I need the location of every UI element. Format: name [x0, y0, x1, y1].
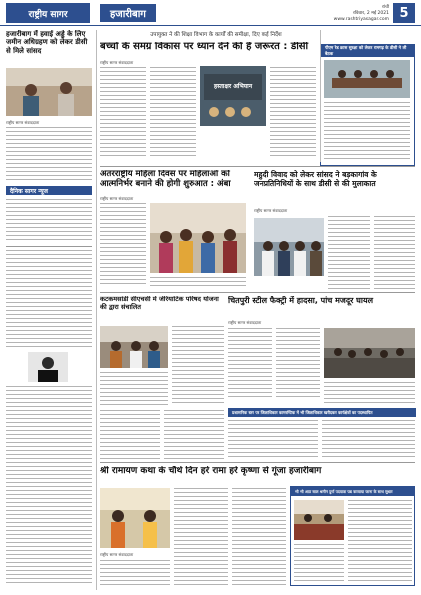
- ramayan-headline: श्री रामायण कथा के चौथे दिन हरे रामा हरे कृष्णा से गूंजा हजारीबाग: [100, 466, 322, 476]
- mp-body-col-1: [328, 216, 370, 290]
- daily-news-body-1: [6, 199, 92, 243]
- left-top-body: [6, 127, 92, 183]
- women-byline: राष्ट्रीय सागर संवाददाता: [100, 196, 134, 201]
- mp-byline: राष्ट्रीय सागर संवाददाता: [254, 208, 288, 213]
- left-top-headline: हजारीबाग में हवाई अड्डे के लिए जमीन अधिग्रहण को लेकर डीसी से मिले सांसद: [6, 30, 88, 55]
- mp-body-col-2: [374, 216, 415, 290]
- top-center-photo: [200, 66, 266, 126]
- banner-photo-icon: [200, 66, 266, 126]
- masthead-date: रविवार, 2 मई 2021: [353, 11, 389, 16]
- ramayan-byline: राष्ट्रीय सागर संवाददाता: [100, 552, 134, 557]
- top-byline: राष्ट्रीय सागर संवाददाता: [100, 60, 134, 65]
- chc-body: [172, 326, 224, 406]
- strap-body-col-4: [322, 420, 415, 460]
- factory-body-col-3: [324, 382, 415, 406]
- section-divider-3: [100, 462, 415, 463]
- ramayan-body-col-1: [174, 488, 228, 586]
- hospital-photo-icon: [100, 326, 168, 368]
- factory-strap: प्रशासनिक स्तर पर जिलाधिकार कामरण्टिक में भी जिलाधिकार खरीदकर कार्यक्षेत्रों का पदस्थापित: [228, 408, 416, 417]
- women-group-photo-icon: [150, 203, 246, 273]
- right-top-photo: [324, 60, 410, 98]
- right-top-body: [324, 102, 410, 162]
- mp-headline: महुदी विवाद को लेकर सांसद ने बड़कागांव के जनप्रतिनिधियों के साथ डीसी से की मुलाकात: [254, 170, 377, 188]
- meeting-photo-icon: [6, 68, 92, 116]
- left-top-photo: [6, 68, 92, 116]
- masthead-rule: [0, 25, 421, 26]
- section-divider-2: [100, 292, 415, 293]
- section-divider-1: [100, 166, 415, 167]
- factory-headline: चितपुरी स्टील फैक्ट्री में हादसा, पांच मजदूर घायल: [228, 296, 374, 305]
- left-mid-photo: [28, 352, 68, 382]
- factory-photo: [324, 328, 415, 378]
- top-headline: बच्चों के समग्र विकास पर ध्यान देने की है जरूरत : डीसी: [100, 42, 309, 52]
- bottom-right-strap: भी भी आठ साल श्रमीन दुर्गा पदयात्रा पद्य करवाया जाना के साथ सुधार: [291, 487, 414, 496]
- left-divider-1: [6, 246, 92, 247]
- procession-photo-icon: [294, 500, 344, 540]
- meeting-room-photo-icon: [324, 60, 410, 98]
- factory-crowd-photo-icon: [324, 328, 415, 378]
- ramayan-body-col-3: [100, 560, 170, 586]
- left-top-byline: राष्ट्रीय सागर संवाददाता: [6, 120, 40, 125]
- women-headline: अंतरराष्ट्रीय महिला दिवस पर महिलाओं को आत्मनिर्भर बनाने की होगी शुरुआत : अंबा: [100, 170, 231, 189]
- top-kicker: उपायुक्त ने की शिक्षा विभाग के कार्यों की समीक्षा, दिए कई निर्देश: [150, 32, 282, 38]
- masthead: [0, 0, 421, 26]
- factory-body-col-2: [276, 328, 320, 398]
- women-body-col-1: [100, 203, 146, 287]
- masthead-meta: [291, 5, 389, 23]
- column-rule-1: [96, 30, 97, 590]
- chc-photo: [100, 326, 168, 368]
- bottom-right-body-2: [294, 544, 344, 582]
- strap-body-col-3: [228, 420, 318, 460]
- chc-body-2: [100, 372, 168, 406]
- factory-byline: राष्ट्रीय सागर संवाददाता: [228, 320, 262, 325]
- chc-headline: कटकमसांडी सीएचसी में जेरियाटिक परिषद योजना की द्वारा संचालित: [100, 296, 219, 311]
- newspaper-brand: राष्ट्रीय सागर: [6, 3, 90, 23]
- photo-banner-text: हस्ताक्षर अभियान: [213, 83, 253, 90]
- right-top-strap: पीएम रेड क्रास सुरक्षा को लेकर रामगढ़ के डीसी ने ली बैठक: [321, 45, 414, 57]
- masthead-city: रांची: [381, 5, 389, 10]
- masthead-site: www.rashtriyasagar.com: [333, 17, 389, 22]
- daily-news-label: दैनिक सागर न्यूज: [6, 186, 92, 195]
- strap-body-col-2: [164, 410, 224, 460]
- mp-photo: [254, 218, 324, 276]
- top-body-col-2: [150, 67, 196, 159]
- left-lower-body: [6, 386, 92, 586]
- ramayan-photo: [100, 488, 170, 548]
- left-mid-body: [6, 250, 92, 348]
- delegation-photo-icon: [254, 218, 324, 276]
- ramayan-body-col-2: [232, 488, 286, 586]
- top-body-col-1: [100, 67, 146, 159]
- page-number: 5: [393, 3, 415, 23]
- bottom-right-photo: [294, 500, 344, 540]
- top-body-col-3: [270, 67, 316, 159]
- women-body-col-2: [150, 277, 246, 287]
- women-photo: [150, 203, 246, 273]
- bottom-right-body-1: [348, 500, 412, 582]
- section-title: हजारीबाग: [100, 4, 156, 22]
- portrait-photo-icon: [28, 352, 68, 382]
- factory-body-col-1: [228, 328, 272, 398]
- column-rule-2: [320, 30, 321, 162]
- devotee-photo-icon: [100, 488, 170, 548]
- strap-body-col-1: [100, 410, 160, 460]
